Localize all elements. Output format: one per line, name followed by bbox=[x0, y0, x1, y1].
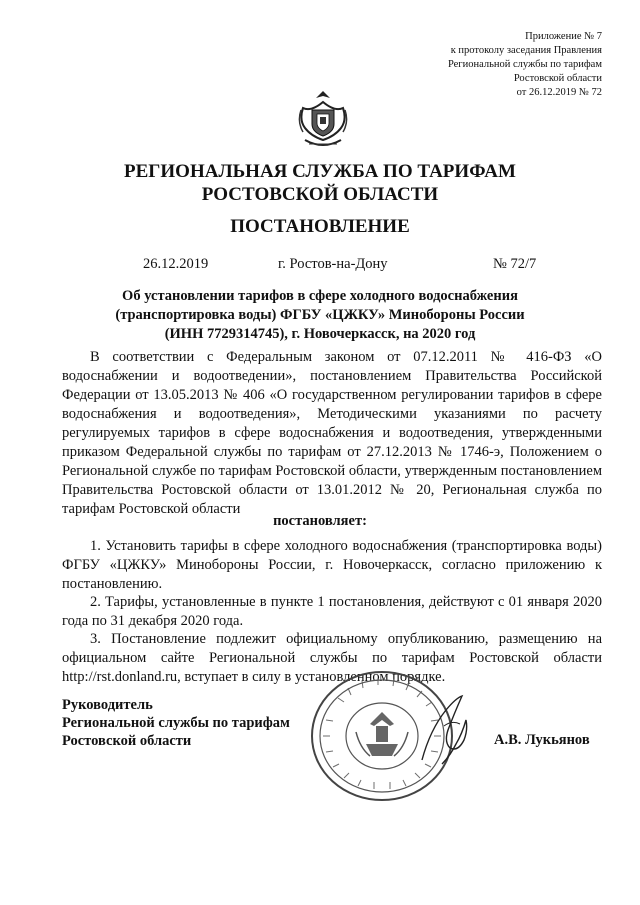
document-number: № 72/7 bbox=[493, 256, 537, 272]
annex-line: Приложение № 7 bbox=[525, 31, 602, 42]
document-city: г. Ростов-на-Дону bbox=[278, 256, 388, 272]
document-title bbox=[70, 287, 570, 344]
organization-name-line: РОСТОВСКОЙ ОБЛАСТИ bbox=[201, 184, 439, 205]
document-title-line: (ИНН 7729314745), г. Новочеркасск, на 2020 год bbox=[164, 326, 476, 342]
document-date: 26.12.2019 bbox=[143, 256, 209, 272]
decree-word: постановляет: bbox=[273, 513, 367, 529]
organization-name-line: РЕГИОНАЛЬНАЯ СЛУЖБА ПО ТАРИФАМ bbox=[124, 161, 516, 182]
annex-line: от 26.12.2019 № 72 bbox=[516, 87, 602, 98]
annex-note bbox=[448, 30, 602, 100]
signatory-name: А.В. Лукьянов bbox=[494, 732, 590, 748]
coat-of-arms-icon bbox=[295, 88, 351, 150]
annex-line: к протоколу заседания Правления bbox=[450, 45, 602, 56]
organization-name bbox=[0, 160, 640, 206]
decree-item-3: 3. Постановление подлежит официальному опубликованию, размещению на официальном сайте Региональной службы по тарифам Ростовской области http://rst.donland.ru, вступает в силу в установленном порядке. bbox=[62, 631, 602, 685]
decree-item-2: 2. Тарифы, установленные в пункте 1 постановления, действуют с 01 января 2020 года по 31 декабря 2020 года. bbox=[62, 594, 602, 629]
signatory-position-line: Региональной службы по тарифам bbox=[62, 715, 290, 731]
decree-item-1: 1. Установить тарифы в сфере холодного водоснабжения (транспортировка воды) ФГБУ «ЦЖКУ» Минобороны России, г. Новочеркасск, согласно приложению к постановлению. bbox=[62, 538, 602, 592]
document-title-line: Об установлении тарифов в сфере холодного водоснабжения bbox=[122, 288, 518, 304]
signatory-position bbox=[62, 696, 290, 750]
handwritten-signature-icon bbox=[416, 690, 476, 770]
preamble-paragraph: В соответствии с Федеральным законом от 07.12.2011 № 416-ФЗ «О водоснабжении и водоотведении», постановлением Правительства Российской Федерации от 13.05.2013 № 406 «О государственном регулировании тарифов в сфере водоснабжения и водоотведения», Методическими указаниями по расчету регулируемых тарифов в сфере водоснабжения и водоотведения, утвержденными приказом Федеральной службы по тарифам от 27.12.2013 № 1746-э, Положением о Региональной службе по тарифам Ростовской области, утвержденным постановлением Правительства Ростовской области от 13.01.2012 № 20, Региональная служба по тарифам Ростовской области bbox=[62, 349, 602, 517]
document-kind: ПОСТАНОВЛЕНИЕ bbox=[230, 216, 410, 237]
document-title-line: (транспортировка воды) ФГБУ «ЦЖКУ» Минобороны России bbox=[115, 307, 525, 323]
annex-line: Ростовской области bbox=[513, 73, 602, 84]
annex-line: Региональной службы по тарифам bbox=[447, 59, 602, 70]
signatory-position-line: Ростовской области bbox=[62, 733, 192, 749]
signatory-position-line: Руководитель bbox=[62, 697, 153, 713]
